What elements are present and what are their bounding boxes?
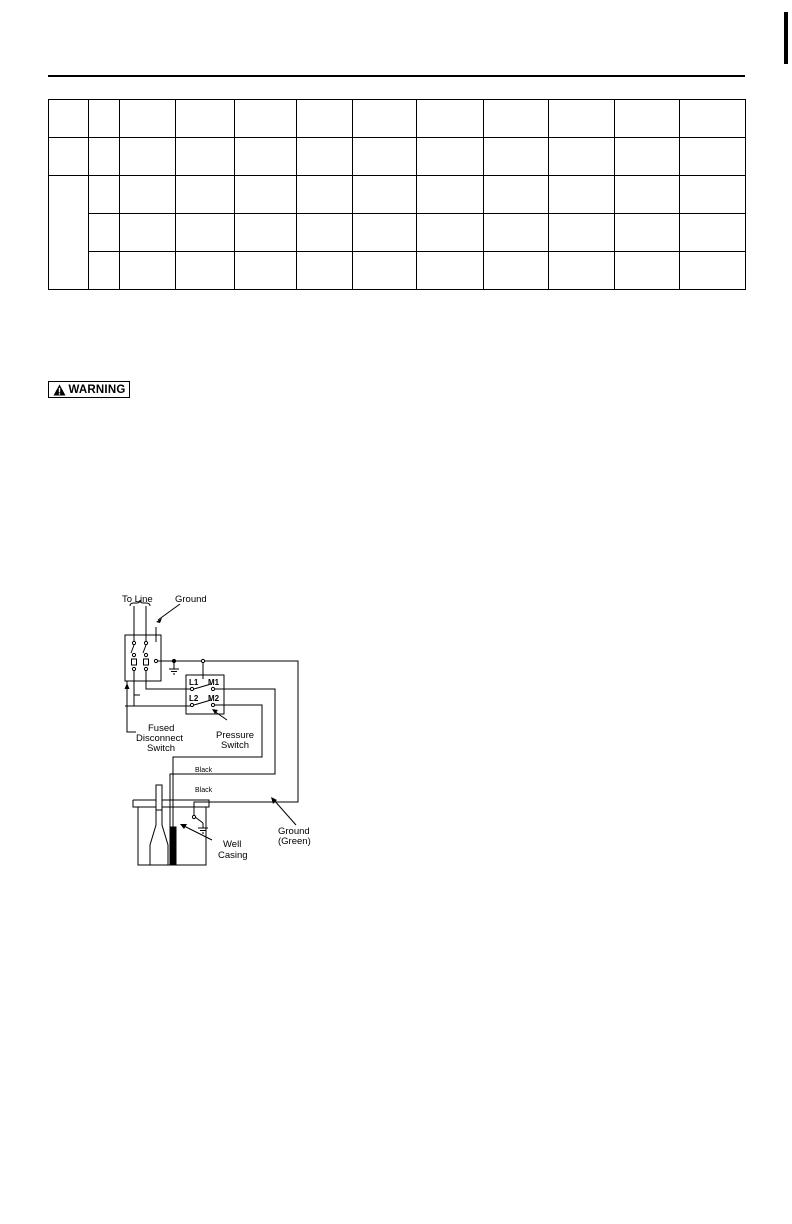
warning-label: WARNING xyxy=(68,383,126,396)
table-cell xyxy=(120,138,176,176)
table-row xyxy=(49,252,746,290)
wire-l2 xyxy=(134,681,190,706)
crop-mark xyxy=(784,12,788,64)
table-cell xyxy=(235,176,297,214)
drop-cable xyxy=(170,827,176,865)
table-cell xyxy=(353,100,417,138)
label-m1: M1 xyxy=(208,678,220,687)
table-cell xyxy=(120,252,176,290)
table-cell xyxy=(49,138,89,176)
label-fused-2: Disconnect xyxy=(136,733,183,744)
table-cell xyxy=(417,100,484,138)
table-cell xyxy=(176,214,235,252)
wire-black-2 xyxy=(173,705,262,824)
table-cell xyxy=(353,214,417,252)
table-cell xyxy=(120,176,176,214)
pump-cone xyxy=(150,810,168,865)
table-cell xyxy=(89,138,120,176)
table-row xyxy=(49,100,746,138)
table-cell xyxy=(353,138,417,176)
warning-badge xyxy=(48,381,130,398)
table-cell xyxy=(615,100,680,138)
table-row xyxy=(49,138,746,176)
table-cell xyxy=(297,100,353,138)
label-fused-1: Fused xyxy=(148,723,175,734)
fuse-1 xyxy=(132,659,137,665)
table-cell xyxy=(484,100,549,138)
table-cell xyxy=(49,100,89,138)
table-cell xyxy=(353,252,417,290)
table-cell xyxy=(549,100,615,138)
table-cell xyxy=(615,138,680,176)
table-cell xyxy=(417,138,484,176)
pipe-top xyxy=(156,785,162,810)
table-cell xyxy=(549,252,615,290)
table-cell xyxy=(484,176,549,214)
table-cell xyxy=(89,100,120,138)
table-cell xyxy=(176,138,235,176)
table-cell xyxy=(297,176,353,214)
ground-arrow xyxy=(158,604,180,620)
table-cell xyxy=(615,214,680,252)
label-l1: L1 xyxy=(189,678,199,687)
label-ground-green-1: Ground xyxy=(278,826,310,837)
table-cell xyxy=(49,176,89,290)
label-l2: L2 xyxy=(189,694,199,703)
table-row xyxy=(49,176,746,214)
table-cell xyxy=(549,138,615,176)
wiring-diagram xyxy=(110,585,330,875)
table-cell xyxy=(120,214,176,252)
table-cell xyxy=(120,100,176,138)
spec-table xyxy=(48,99,746,290)
table-cell xyxy=(235,252,297,290)
table-cell xyxy=(680,138,746,176)
table-cell xyxy=(615,252,680,290)
table-cell xyxy=(297,138,353,176)
label-well-1: Well xyxy=(223,839,242,850)
table-cell xyxy=(297,214,353,252)
table-cell xyxy=(89,176,120,214)
header-rule xyxy=(48,75,745,77)
table-row xyxy=(49,214,746,252)
table-cell xyxy=(615,176,680,214)
fuse-2 xyxy=(144,659,149,665)
table-cell xyxy=(353,176,417,214)
label-m2: M2 xyxy=(208,694,220,703)
table-cell xyxy=(549,176,615,214)
table-cell xyxy=(484,214,549,252)
label-ground-top: Ground xyxy=(175,594,207,605)
table-cell xyxy=(680,100,746,138)
label-well-2: Casing xyxy=(218,850,248,861)
label-fused-3: Switch xyxy=(147,743,175,754)
table-cell xyxy=(417,176,484,214)
table-cell xyxy=(297,252,353,290)
table-cell xyxy=(176,252,235,290)
table-cell xyxy=(89,252,120,290)
label-pressure-1: Pressure xyxy=(216,730,255,741)
table-cell xyxy=(549,214,615,252)
table-cell xyxy=(89,214,120,252)
table-cell xyxy=(176,100,235,138)
label-ground-green-2: (Green) xyxy=(278,836,311,847)
warning-triangle-icon xyxy=(53,384,66,396)
wire-l1 xyxy=(134,671,140,695)
table-cell xyxy=(417,252,484,290)
table-cell xyxy=(235,214,297,252)
table-cell xyxy=(484,252,549,290)
table-cell xyxy=(235,138,297,176)
table-cell xyxy=(235,100,297,138)
table-cell xyxy=(176,176,235,214)
label-pressure-2: Switch xyxy=(221,740,249,751)
table-cell xyxy=(680,176,746,214)
label-black-2: Black xyxy=(195,787,213,794)
label-to-line: To Line xyxy=(122,594,153,605)
table-cell xyxy=(680,252,746,290)
table-cell xyxy=(680,214,746,252)
table-cell xyxy=(484,138,549,176)
table-cell xyxy=(417,214,484,252)
label-black-1: Black xyxy=(195,767,213,774)
